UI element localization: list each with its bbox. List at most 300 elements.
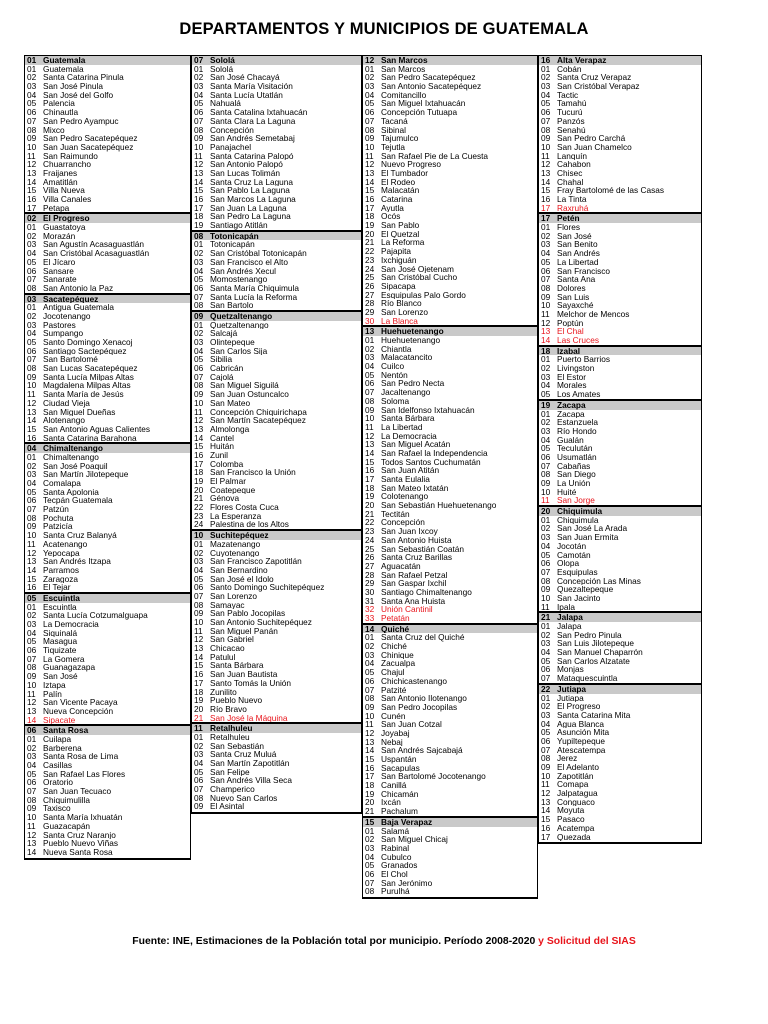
- municipio-name: Santa María Visitación: [210, 82, 293, 91]
- municipio-row: [25, 549, 190, 558]
- municipio-row: [539, 737, 701, 746]
- department-name: Zacapa: [557, 400, 586, 410]
- municipio-name: Chinautla: [43, 108, 79, 117]
- municipio-name: Sibilia: [210, 355, 233, 365]
- municipio-number: 05: [194, 355, 204, 365]
- department-code: 09: [194, 310, 204, 321]
- municipio-name: Livingston: [557, 364, 595, 373]
- municipio-number: 09: [194, 134, 204, 143]
- municipio-number: 10: [194, 618, 204, 627]
- department-header: [363, 325, 537, 336]
- municipio-number: 01: [27, 452, 37, 462]
- municipio-row: [192, 275, 361, 284]
- municipio-name: San Lorenzo: [210, 591, 258, 601]
- municipio-row: [192, 99, 361, 108]
- municipio-row: [363, 651, 537, 660]
- municipio-number: 08: [27, 795, 37, 805]
- municipio-row: [192, 477, 361, 486]
- municipio-number: 20: [194, 704, 204, 714]
- municipio-row: [25, 813, 190, 822]
- municipio-row: [192, 364, 361, 373]
- municipio-row: [192, 212, 361, 221]
- municipio-row: [25, 399, 190, 408]
- municipio-name: San Miguel Panán: [210, 626, 278, 636]
- source-text: Fuente: INE, Estimaciones de la Población total por municipio. Período 2008-2020: [132, 936, 536, 947]
- municipio-number: 04: [365, 90, 375, 100]
- municipio-row: [192, 557, 361, 566]
- municipio-number: 06: [541, 266, 551, 276]
- department-block: [539, 56, 701, 212]
- department-code: 19: [541, 399, 551, 410]
- municipio-row: [539, 657, 701, 666]
- municipio-row: [363, 475, 537, 484]
- municipio-row: [192, 627, 361, 636]
- municipio-number: 02: [194, 329, 204, 338]
- municipio-number: 10: [27, 531, 37, 540]
- page-title: DEPARTAMENTOS Y MUNICIPIOS DE GUATEMALA: [179, 20, 589, 38]
- municipio-number: 11: [365, 422, 374, 432]
- department-name: Suchitepéquez: [210, 531, 269, 540]
- municipio-name: Santa Cruz del Quiché: [381, 633, 465, 643]
- municipio-name: Santa Eulalia: [381, 475, 430, 484]
- municipio-number: 14: [365, 448, 375, 458]
- municipio-number: 07: [365, 685, 375, 695]
- municipio-name: Unión Cantinil: [381, 605, 433, 614]
- municipio-number: 12: [365, 160, 375, 169]
- municipio-number: 17: [194, 678, 204, 688]
- municipio-row: [539, 223, 701, 232]
- municipio-number: 15: [27, 424, 37, 434]
- municipio-name: El Rodeo: [381, 177, 416, 187]
- municipio-row: [25, 690, 190, 699]
- municipio-row: [363, 379, 537, 388]
- municipio-row: [192, 460, 361, 469]
- municipio-name: Guazacapán: [43, 821, 91, 831]
- municipio-number: 24: [365, 264, 375, 274]
- department-block: [25, 293, 190, 443]
- municipio-row: [539, 496, 701, 505]
- municipio-name: San Pedro Necta: [381, 379, 445, 389]
- municipio-name: San José Poaquil: [43, 461, 108, 471]
- municipio-number: 04: [541, 435, 551, 445]
- municipio-number: 11: [365, 151, 374, 161]
- municipio-name: San José Pinula: [43, 82, 103, 91]
- municipio-name: San José: [43, 672, 78, 681]
- municipio-name: Acatempa: [557, 823, 595, 833]
- department-header: [25, 56, 190, 65]
- department-code: 20: [541, 506, 551, 516]
- municipio-row: [25, 603, 190, 612]
- municipio-number: 16: [365, 466, 375, 475]
- department-block: [192, 230, 361, 310]
- municipio-name: San Andrés Xecul: [210, 266, 276, 276]
- municipio-row: [25, 488, 190, 497]
- municipio-number: 05: [365, 668, 375, 677]
- municipio-name: San Miguel Siguilá: [210, 381, 279, 391]
- department-header: [192, 56, 361, 65]
- municipio-row: [539, 665, 701, 674]
- municipio-name: El Asintal: [210, 802, 245, 812]
- municipio-row: [25, 373, 190, 382]
- municipio-name: Joyabaj: [381, 728, 410, 738]
- department-name: Huehuetenango: [381, 327, 444, 336]
- municipio-number: 17: [27, 203, 37, 213]
- municipio-name: San José el Idolo: [210, 574, 274, 584]
- municipio-name: San Andrés Semetabaj: [210, 134, 295, 143]
- municipio-name: Camotán: [557, 550, 591, 560]
- municipio-row: [539, 746, 701, 755]
- municipio-name: Esquipulas: [557, 567, 598, 577]
- municipio-row: [363, 273, 537, 282]
- municipio-name: Asunción Mita: [557, 728, 610, 737]
- municipio-number: 01: [541, 409, 551, 419]
- municipio-name: San Pablo La Laguna: [210, 186, 290, 195]
- department-name: San Marcos: [381, 56, 428, 65]
- municipio-row: [192, 714, 361, 723]
- municipio-row: [363, 169, 537, 178]
- municipio-number: 05: [365, 861, 375, 870]
- municipio-name: Palín: [43, 689, 62, 699]
- municipio-row: [539, 594, 701, 603]
- municipio-row: [192, 512, 361, 521]
- municipio-row: [539, 470, 701, 479]
- municipio-name: Santa Apolonia: [43, 487, 99, 497]
- municipio-number: 07: [27, 654, 37, 664]
- municipio-number: 13: [194, 168, 204, 178]
- municipio-number: 05: [27, 487, 37, 497]
- municipio-row: [363, 835, 537, 844]
- municipio-row: [192, 583, 361, 592]
- municipio-name: San Mateo: [210, 398, 251, 408]
- municipio-number: 06: [27, 266, 37, 276]
- municipio-name: San Luis Jilotepeque: [557, 639, 635, 649]
- municipio-name: San Lorenzo: [381, 307, 429, 317]
- municipio-number: 08: [194, 125, 204, 135]
- municipio-row: [363, 353, 537, 362]
- municipio-row: [539, 702, 701, 711]
- municipio-row: [539, 327, 701, 336]
- municipio-row: [25, 770, 190, 779]
- municipio-name: San Cristóbal Acasaguastlán: [43, 249, 150, 258]
- municipio-name: Gualán: [557, 435, 584, 445]
- municipio-name: San Sebastián: [210, 741, 264, 751]
- municipio-number: 14: [194, 177, 204, 187]
- municipio-name: San Rafael Las Flores: [43, 769, 126, 779]
- municipio-name: Poptún: [557, 318, 584, 328]
- municipio-row: [363, 484, 537, 493]
- municipio-number: 03: [365, 353, 375, 363]
- municipio-row: [539, 169, 701, 178]
- municipio-row: [25, 117, 190, 126]
- municipio-row: [539, 453, 701, 462]
- municipio-name: Sumpango: [43, 329, 84, 338]
- municipio-row: [192, 494, 361, 503]
- municipio-name: Estanzuela: [557, 418, 599, 427]
- municipio-number: 17: [365, 203, 375, 213]
- municipio-name: San José La Arada: [557, 524, 628, 534]
- municipio-row: [363, 861, 537, 870]
- municipio-number: 09: [27, 372, 37, 382]
- municipio-row: [539, 381, 701, 390]
- municipio-name: San Agustín Acasaguastlán: [43, 240, 145, 250]
- municipio-number: 08: [194, 793, 204, 803]
- department-block: [192, 722, 361, 811]
- municipio-name: Tucurú: [557, 108, 583, 117]
- municipio-row: [363, 91, 537, 100]
- department-header: [25, 293, 190, 304]
- municipio-name: San Antonio Huista: [381, 535, 452, 545]
- municipio-name: Cantel: [210, 433, 234, 443]
- municipio-row: [25, 479, 190, 488]
- municipio-number: 12: [27, 548, 37, 558]
- municipio-number: 01: [365, 64, 375, 74]
- municipio-number: 10: [365, 142, 375, 152]
- municipio-row: [25, 462, 190, 471]
- municipio-row: [539, 373, 701, 382]
- municipio-row: [25, 848, 190, 857]
- municipio-name: San Rafael la Independencia: [381, 448, 488, 458]
- municipio-name: Teculután: [557, 444, 593, 453]
- municipio-number: 09: [194, 802, 204, 812]
- municipio-number: 06: [541, 108, 551, 117]
- municipio-number: 07: [365, 388, 375, 397]
- municipio-number: 02: [365, 642, 375, 651]
- municipio-row: [539, 436, 701, 445]
- municipio-name: Ipala: [557, 602, 575, 612]
- municipio-name: Nueva Concepción: [43, 706, 114, 716]
- municipio-number: 14: [27, 416, 37, 425]
- municipio-row: [192, 267, 361, 276]
- municipio-row: [25, 338, 190, 347]
- municipio-name: Malacatancito: [381, 353, 433, 363]
- municipio-number: 10: [541, 487, 551, 497]
- municipio-name: Jalpatagua: [557, 789, 598, 798]
- municipio-row: [363, 720, 537, 729]
- municipio-number: 06: [27, 646, 37, 655]
- municipio-row: [25, 355, 190, 364]
- municipio-name: Santo Tomás la Unión: [210, 678, 292, 688]
- municipio-row: [25, 73, 190, 82]
- municipio-number: 15: [365, 755, 375, 764]
- municipio-name: Nahualá: [210, 99, 241, 109]
- municipio-name: Yepocapa: [43, 548, 80, 558]
- municipio-number: 04: [365, 852, 375, 862]
- municipio-number: 15: [365, 186, 375, 195]
- municipio-number: 05: [27, 338, 37, 347]
- department-code: 05: [27, 592, 37, 603]
- municipio-number: 06: [27, 496, 37, 506]
- municipio-name: Olintepeque: [210, 338, 255, 347]
- municipio-number: 07: [27, 505, 37, 514]
- municipio-number: 25: [365, 273, 375, 282]
- municipio-row: [25, 839, 190, 848]
- municipio-name: San Miguel Chicaj: [381, 835, 448, 844]
- municipio-row: [363, 308, 537, 317]
- municipio-name: Chisec: [557, 168, 583, 178]
- municipio-row: [363, 423, 537, 432]
- municipio-number: 10: [365, 414, 375, 423]
- municipio-number: 07: [541, 116, 551, 126]
- municipio-row: [363, 406, 537, 415]
- municipio-row: [363, 703, 537, 712]
- municipio-row: [192, 468, 361, 477]
- municipio-name: Quezaltepeque: [557, 585, 614, 594]
- municipio-number: 04: [27, 479, 37, 488]
- municipio-row: [192, 705, 361, 714]
- municipio-name: Quetzaltenango: [210, 320, 269, 330]
- municipio-number: 13: [365, 737, 375, 747]
- municipio-number: 13: [27, 168, 37, 178]
- municipio-name: San Andrés Sajcabajá: [381, 746, 463, 755]
- municipio-number: 03: [541, 639, 551, 649]
- municipio-row: [192, 249, 361, 258]
- municipio-number: 11: [541, 780, 550, 790]
- municipio-name: Flores: [557, 223, 581, 232]
- department-header: [539, 611, 701, 622]
- municipio-name: Río Hondo: [557, 426, 597, 436]
- municipio-number: 15: [541, 815, 551, 824]
- municipio-number: 13: [27, 706, 37, 716]
- municipio-row: [363, 879, 537, 888]
- municipio-name: Ciudad Vieja: [43, 398, 90, 408]
- municipio-number: 22: [365, 247, 375, 256]
- municipio-row: [363, 746, 537, 755]
- department-header: [25, 724, 190, 735]
- municipio-number: 16: [194, 195, 204, 204]
- municipio-name: Samayac: [210, 600, 245, 610]
- municipio-number: 03: [27, 82, 37, 91]
- municipio-row: [192, 373, 361, 382]
- municipio-name: Tacaná: [381, 116, 408, 126]
- municipio-number: 21: [365, 238, 375, 248]
- municipio-number: 04: [365, 362, 375, 371]
- municipio-name: Guastatoya: [43, 223, 86, 232]
- municipio-name: Santo Domingo Suchitepéquez: [210, 583, 325, 592]
- municipio-row: [25, 240, 190, 249]
- municipio-row: [25, 646, 190, 655]
- municipio-number: 05: [27, 257, 37, 267]
- municipio-row: [192, 293, 361, 302]
- department-block: [25, 724, 190, 856]
- municipio-name: Chiché: [381, 642, 407, 651]
- municipio-number: 15: [541, 186, 551, 195]
- department-header: [539, 683, 701, 694]
- municipio-row: [363, 614, 537, 623]
- municipio-number: 22: [365, 518, 375, 528]
- municipio-number: 23: [194, 511, 204, 521]
- municipio-name: San Antonio Aguas Calientes: [43, 424, 151, 434]
- municipio-number: 13: [541, 327, 551, 336]
- municipio-row: [363, 440, 537, 449]
- municipio-number: 05: [365, 99, 375, 109]
- municipio-row: [25, 453, 190, 462]
- municipio-row: [25, 787, 190, 796]
- municipio-row: [539, 798, 701, 807]
- municipio-name: Pasaco: [557, 815, 585, 824]
- department-code: 07: [194, 56, 204, 65]
- municipio-row: [363, 317, 537, 326]
- municipio-name: El Adelanto: [557, 763, 599, 772]
- municipio-row: [539, 99, 701, 108]
- municipio-number: 02: [365, 73, 375, 83]
- municipio-row: [363, 432, 537, 441]
- municipio-name: San Juan Ermita: [557, 533, 619, 542]
- municipio-row: [25, 108, 190, 117]
- municipio-row: [363, 553, 537, 562]
- municipio-number: 17: [365, 772, 375, 782]
- municipio-row: [25, 312, 190, 321]
- municipio-number: 18: [365, 483, 375, 493]
- department-name: Escuintla: [43, 593, 80, 603]
- municipio-number: 09: [541, 134, 551, 143]
- municipio-row: [363, 388, 537, 397]
- municipio-row: [192, 301, 361, 310]
- municipio-row: [539, 603, 701, 612]
- municipio-number: 27: [365, 290, 375, 300]
- municipio-name: Senahú: [557, 125, 586, 135]
- municipio-name: San Miguel Acatán: [381, 440, 451, 449]
- municipio-number: 02: [541, 630, 551, 640]
- municipio-number: 01: [541, 355, 551, 365]
- municipio-number: 29: [365, 579, 375, 588]
- municipio-row: [363, 336, 537, 345]
- municipio-number: 14: [27, 177, 37, 187]
- municipio-number: 33: [365, 614, 375, 623]
- municipio-name: San Martín Zapotitlán: [210, 759, 290, 768]
- municipio-number: 09: [194, 609, 204, 618]
- municipio-number: 05: [541, 444, 551, 453]
- municipio-number: 03: [541, 533, 551, 542]
- municipio-name: San Rafael Petzal: [381, 570, 448, 580]
- municipio-name: Santa Lucía Cotzumalguapa: [43, 611, 148, 620]
- municipio-name: Puerto Barrios: [557, 355, 611, 365]
- municipio-row: [363, 588, 537, 597]
- municipio-row: [25, 505, 190, 514]
- municipio-row: [192, 117, 361, 126]
- municipio-row: [25, 381, 190, 390]
- municipio-name: Patzicía: [43, 522, 73, 532]
- municipio-name: Patulul: [210, 652, 236, 662]
- municipio-number: 13: [27, 839, 37, 848]
- municipio-name: Chajul: [381, 668, 405, 677]
- municipio-name: San Pedro Jocopilas: [381, 702, 458, 712]
- municipio-number: 12: [194, 160, 204, 169]
- municipio-row: [25, 663, 190, 672]
- municipio-number: 12: [27, 830, 37, 840]
- municipio-name: Sipacapa: [381, 281, 416, 291]
- municipio-row: [192, 742, 361, 751]
- municipio-number: 01: [194, 320, 204, 330]
- department-name: Quiché: [381, 624, 410, 634]
- municipio-number: 14: [541, 336, 551, 345]
- municipio-number: 10: [194, 398, 204, 408]
- municipio-row: [192, 733, 361, 742]
- municipio-row: [363, 143, 537, 152]
- municipio-row: [363, 605, 537, 614]
- municipio-name: Cuilapa: [43, 734, 72, 744]
- municipio-number: 05: [541, 550, 551, 560]
- department-header: [539, 212, 701, 223]
- municipio-row: [539, 577, 701, 586]
- municipio-row: [363, 256, 537, 265]
- municipio-row: [363, 449, 537, 458]
- municipio-name: Santa Bárbara: [381, 414, 435, 423]
- municipio-number: 03: [27, 240, 37, 250]
- municipio-number: 03: [27, 620, 37, 629]
- municipio-row: [363, 82, 537, 91]
- municipio-row: [25, 707, 190, 716]
- department-name: Santa Rosa: [43, 726, 89, 735]
